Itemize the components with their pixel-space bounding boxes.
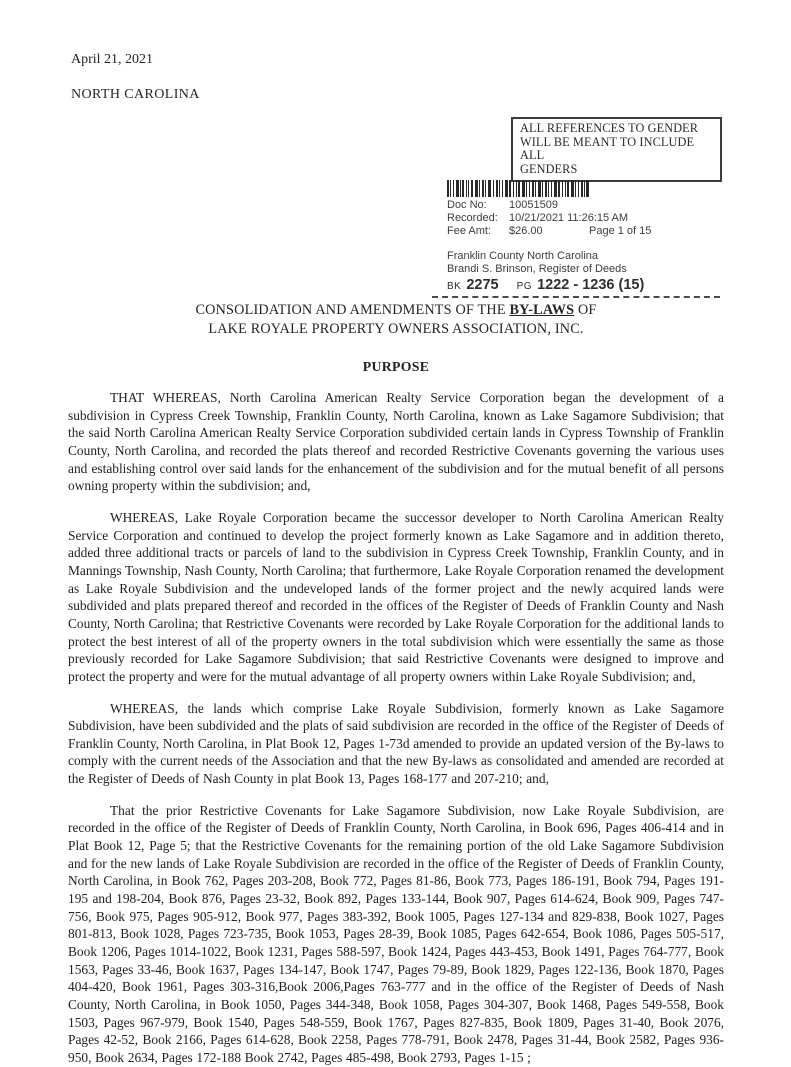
title-line-1 xyxy=(68,301,724,320)
document-date: April 21, 2021 xyxy=(71,52,154,67)
doc-no-label: Doc No: xyxy=(447,199,487,211)
recording-stamp xyxy=(447,180,732,298)
title-bylaws-emphasis: BY-LAWS xyxy=(509,302,575,318)
title-line-2: LAKE ROYALE PROPERTY OWNERS ASSOCIATION, INC. xyxy=(208,320,584,337)
fee-label: Fee Amt: xyxy=(447,225,492,237)
county-line: Franklin County North Carolina xyxy=(447,250,599,262)
bk-value: 2275 xyxy=(466,277,499,293)
paragraph: WHEREAS, the lands which comprise Lake Royale Subdivision, formerly known as Lake Sagamore Subdivision, have been subdivided and the plats of said subdivision are recorded in the office of the Register of Deeds of Franklin County, North Carolina, in Plat Book 12, Pages 1-73d amended to provide an updated version of the By-laws to comply with the current needs of the Association and that the new By-laws as consolidated and amended are recorded at the Register of Deeds of Nash County in plat Book 13, Pages 168-177 and 207-210; and, xyxy=(68,700,724,787)
recorded-label: Recorded: xyxy=(447,212,498,224)
gender-notice-line: GENDERS xyxy=(520,161,578,176)
document-title xyxy=(68,301,724,338)
doc-no-row xyxy=(447,199,732,212)
paragraph-block xyxy=(68,389,724,1067)
gender-notice-line: ALL REFERENCES TO GENDER xyxy=(520,121,699,135)
title-line1-post: OF xyxy=(574,302,597,318)
book-page-row xyxy=(447,279,732,293)
paragraph: WHEREAS, Lake Royale Corporation became the successor developer to North Carolina American Realty Service Corporation and continued to develop the project formerly known as Lake Sagamore and in addition thereto, added three additional tracts or parcels of land to the subdivision in Cypress Creek Township, Franklin County, and in Mannings Township, Nash County, North Carolina; that furthermore, Lake Royale Corporation renamed the development as Lake Royale Subdivision and the undeveloped lands of the former project and the newly acquired lands were subdivided and plats prepared thereof and recorded in the offices of the Register of Deeds of Franklin County and Nash County, North Carolina; that Restrictive Covenants were recorded by Lake Royale Corporation for the additional lands to protect the best interest of all of the property owners in the total subdivision which were essentially the same as those previously recorded for Lake Sagamore Subdivision; that said Restrictive Covenants were designed to improve and protect the property and were for the mutual advantage of all property owners within Lake Royale Subdivision; and, xyxy=(68,509,724,684)
fee-value: $26.00 xyxy=(509,225,543,237)
pg-label: PG xyxy=(516,281,533,292)
gender-notice-line: WILL BE MEANT TO INCLUDE ALL xyxy=(520,134,695,163)
gender-notice-box xyxy=(511,117,722,182)
register-line: Brandi S. Brinson, Register of Deeds xyxy=(447,263,627,275)
state-heading: NORTH CAROLINA xyxy=(71,87,200,102)
pg-value: 1222 - 1236 (15) xyxy=(537,277,645,293)
document-body xyxy=(68,301,724,1067)
bk-label: BK xyxy=(447,281,462,292)
recorded-value: 10/21/2021 11:26:15 AM xyxy=(509,212,629,224)
doc-no-value: 10051509 xyxy=(509,199,558,211)
stamp-underline xyxy=(432,296,720,298)
fee-row xyxy=(447,225,732,238)
purpose-heading: PURPOSE xyxy=(362,359,430,374)
recorded-row xyxy=(447,212,732,225)
paragraph: That the prior Restrictive Covenants for Lake Sagamore Subdivision, now Lake Royale Subdivision, are recorded in the office of the Register of Deeds of Franklin County, North Carolina, in Book 696, Pages 406-414 and in Plat Book 12, Page 5; that the Restrictive Covenants for the remaining portion of the old Lake Sagamore Subdivision and for the new lands of Lake Royale Subdivision are recorded in the office of the Register of Deeds of Franklin County, North Carolina, in Book 762, Pages 203-208, Book 772, Pages 81-86, Book 773, Pages 186-191, Book 794, Pages 191-195 and 198-204, Book 876, Pages 23-32, Book 892, Pages 133-144, Book 907, Pages 614-624, Book 909, Pages 747-756, Book 975, Pages 905-912, Book 977, Pages 383-392, Book 1005, Pages 127-134 and 829-838, Book 1027, Pages 801-813, Book 1028, Pages 723-735, Book 1053, Pages 28-39, Book 1085, Pages 642-654, Book 1086, Pages 505-517, Book 1206, Pages 1014-1022, Book 1231, Pages 588-597, Book 1424, Pages 443-453, Book 1491, Pages 764-777, Book 1563, Pages 33-46, Book 1637, Pages 134-147, Book 1747, Pages 79-89, Book 1829, Pages 122-136, Book 1870, Pages 404-420, Book 1961, Pages 303-316,Book 2006,Pages 763-777 and in the office of the Register of Deeds of Nash County, North Carolina, in Book 1050, Pages 344-348, Book 1058, Pages 304-307, Book 1468, Pages 549-558, Book 1503, Pages 967-979, Book 1540, Pages 548-559, Book 1767, Pages 827-835, Book 1809, Pages 31-40, Book 2076, Pages 42-52, Book 2166, Pages 614-628, Book 2258, Pages 778-791, Book 2478, Pages 31-44, Book 2582, Pages 936-950, Book 2634, Pages 172-188 Book 2742, Pages 485-498, Book 2793, Pages 1-15 ; xyxy=(68,802,724,1065)
paragraph: THAT WHEREAS, North Carolina American Realty Service Corporation began the development of a subdivision in Cypress Creek Township, Franklin County, North Carolina, known as Lake Sagamore Subdivision; that the said North Carolina American Realty Service Corporation subdivided certain lands in Cypress Township of Franklin County, North Carolina, and recorded the plats thereof and recorded Restrictive Covenants governing the various uses and establishing control over said lands for the enhancement of the subdivision and for the mutual benefit of all persons owning property within the subdivision; and, xyxy=(68,390,724,494)
barcode-icon xyxy=(447,180,589,197)
title-line1-pre: CONSOLIDATION AND AMENDMENTS OF THE xyxy=(195,302,510,318)
page-info: Page 1 of 15 xyxy=(589,225,652,237)
stamp-spacer xyxy=(447,238,732,250)
